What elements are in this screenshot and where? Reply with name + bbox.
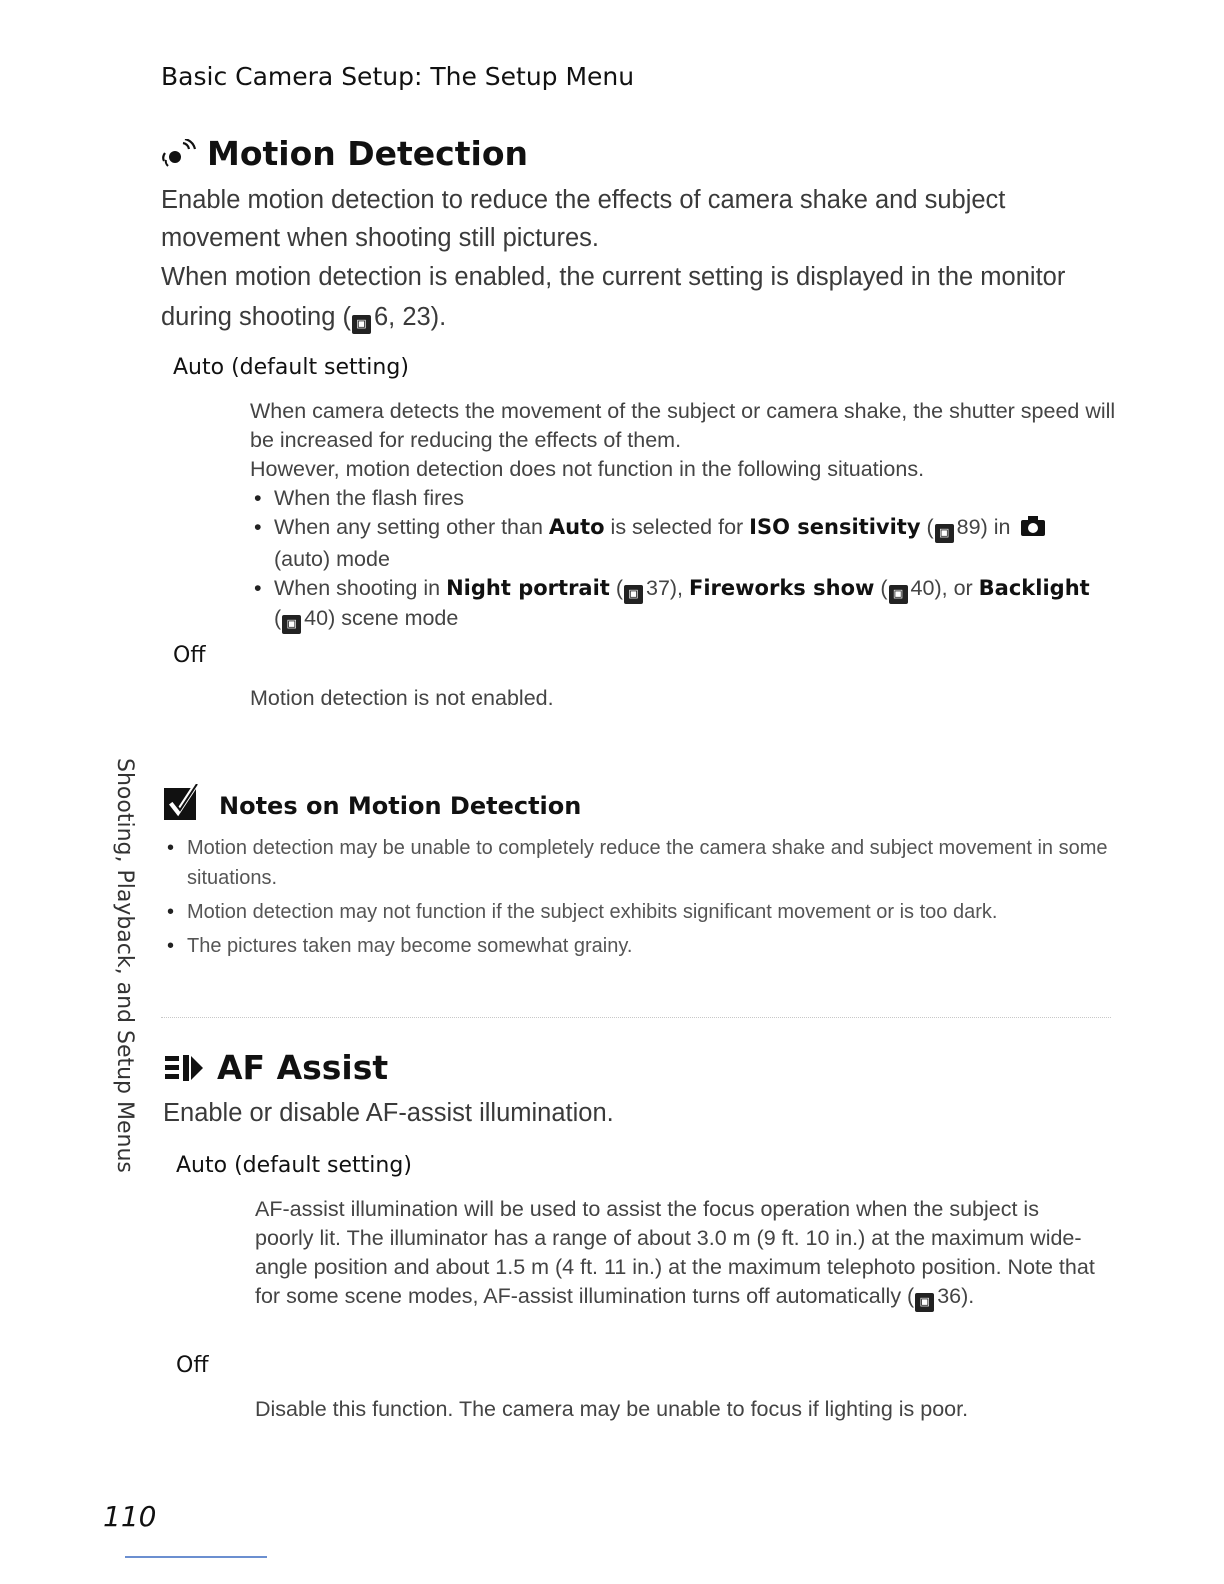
list-item: • Motion detection may not function if the subject exhibits significant movement or is too dark. [163,897,1108,927]
list-item: • When shooting in Night portrait ( ▣ 37), Fireworks show ( ▣ 40), or Backlight ( ▣ 40) scene mode [250,574,1120,634]
footer-rule [125,1556,267,1558]
notes-title: Notes on Motion Detection [219,792,582,820]
af-option-off-label: Off [176,1353,209,1378]
auto-paragraph-2: However, motion detection does not function in the following situations. [250,457,925,481]
book-ref-icon: ▣ [352,315,371,334]
motion-detection-heading [161,134,528,173]
motion-detection-title: Motion Detection [207,134,528,173]
af-option-off-description: Disable this function. The camera may be unable to focus if lighting is poor. [255,1397,969,1421]
auto-paragraph-1: When camera detects the movement of the subject or camera shake, the shutter speed will be increased for reducing the effects of them. [250,399,1116,452]
side-tab-label: Shooting, Playback, and Setup Menus [112,758,137,1173]
motion-option-off-label: Off [173,643,206,668]
running-head: Basic Camera Setup: The Setup Menu [161,62,635,91]
af-assist-icon [163,1053,207,1083]
book-ref-icon: ▣ [889,585,908,604]
list-item: • When any setting other than Auto is selected for ISO sensitivity ( ▣ 89) in (auto) mode [250,513,1120,574]
motion-option-off-description: Motion detection is not enabled. [250,686,554,710]
motion-option-auto-description [250,397,1120,634]
motion-detection-icon [161,139,197,169]
list-item: • Motion detection may be unable to completely reduce the camera shake and subject movement in some situations. [163,833,1108,893]
notes-list [163,833,1108,961]
af-intro: Enable or disable AF-assist illumination. [163,1099,614,1127]
af-assist-heading [163,1048,388,1087]
notes-heading [163,784,581,828]
section-divider [161,1017,1111,1018]
af-assist-title: AF Assist [217,1048,389,1087]
af-option-auto-label: Auto (default setting) [176,1153,412,1178]
af-option-auto-description: AF-assist illumination will be used to assist the focus operation when the subject is poorly lit. The illuminator has a range of about 3.0 m (9 ft. 10 in.) at the maximum wide-angle position and about 1.5 m (4 ft. 11 in.) at the maximum telephoto position. Note that for some scene modes, AF-assist illumination turns off automatically ( ▣ 36). [255,1195,1095,1312]
notes-list-wrapper [163,833,1108,965]
check-mark-icon [163,784,201,828]
list-item: • The pictures taken may become somewhat grainy. [163,931,1108,961]
book-ref-icon: ▣ [282,615,301,634]
list-item: • When the flash fires [250,484,1120,513]
book-ref-icon: ▣ [915,1293,934,1312]
motion-intro-1: Enable motion detection to reduce the effects of camera shake and subject movement when shooting still pictures. [161,186,1006,252]
book-ref-icon: ▣ [935,524,954,543]
situations-list [250,484,1120,634]
side-tab [103,758,137,1173]
auto-mode-camera-icon [1020,515,1046,545]
book-ref-icon: ▣ [624,585,643,604]
motion-intro-2: When motion detection is enabled, the current setting is displayed in the monitor during shooting ( ▣ 6, 23). [161,257,1121,337]
page-number: 110 [103,1500,157,1533]
motion-option-auto-label: Auto (default setting) [173,355,409,380]
